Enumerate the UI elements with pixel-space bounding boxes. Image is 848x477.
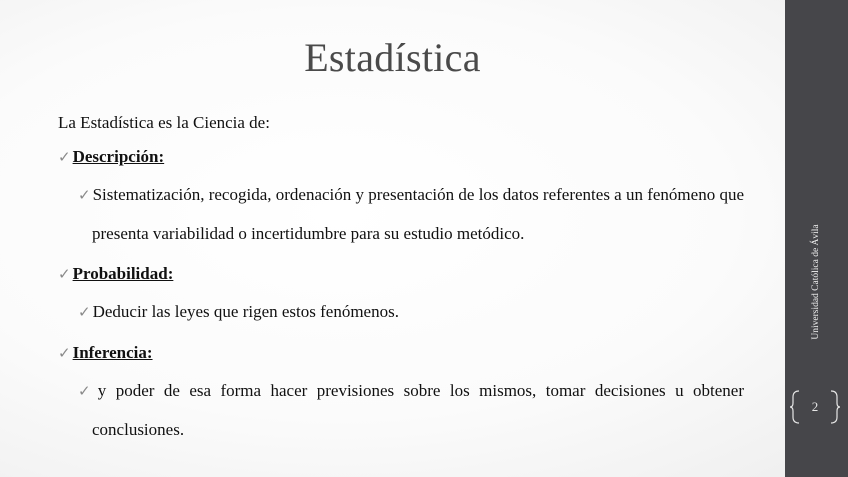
checkmark-icon: ✓ bbox=[78, 384, 96, 400]
intro-text: La Estadística es la Ciencia de: bbox=[58, 113, 270, 132]
section-probabilidad bbox=[58, 255, 744, 293]
bullet-text: y poder de esa forma hacer previsiones sobre los mismos, tomar decisiones u obtener conclusiones. bbox=[92, 381, 744, 439]
bullet-item bbox=[58, 176, 744, 253]
checkmark-icon: ✓ bbox=[78, 188, 91, 204]
slide-title: Estadística bbox=[304, 35, 481, 80]
section-label: Descripción: bbox=[72, 147, 165, 166]
checkmark-icon: ✓ bbox=[78, 305, 91, 321]
sidebar bbox=[785, 0, 848, 477]
checkmark-icon: ✓ bbox=[58, 150, 71, 166]
bullet-text: Sistematización, recogida, ordenación y presentación de los datos referentes a un fenómeno que presenta variabilidad o incertidumbre para su estudio metódico. bbox=[92, 185, 744, 243]
section-label: Probabilidad: bbox=[72, 264, 174, 283]
page-number: 2 bbox=[811, 399, 819, 414]
checkmark-icon: ✓ bbox=[58, 346, 71, 362]
section-descripcion bbox=[58, 138, 744, 176]
bullet-text: Deducir las leyes que rigen estos fenómenos. bbox=[92, 302, 399, 321]
bullet-item bbox=[58, 293, 744, 332]
page-number-box bbox=[790, 387, 840, 427]
bullet-item bbox=[58, 372, 744, 449]
slide-body bbox=[58, 108, 744, 451]
section-inferencia bbox=[58, 334, 744, 372]
checkmark-icon: ✓ bbox=[58, 267, 71, 283]
section-label: Inferencia: bbox=[72, 343, 153, 362]
organization-name: Universidad Católica de Ávila bbox=[811, 224, 821, 340]
